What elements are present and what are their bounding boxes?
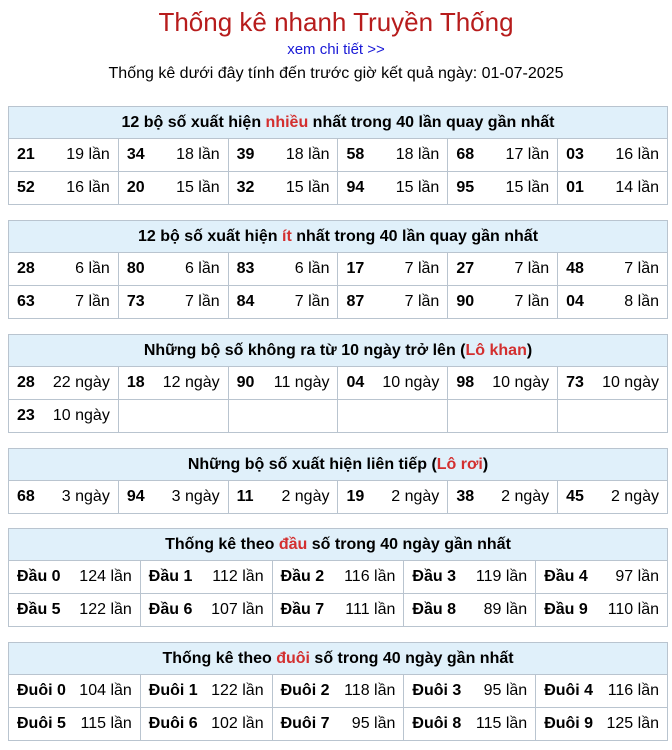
section-title-highlight: Lô khan [465,341,527,359]
lottery-number: 11 [236,488,254,505]
occurrence-count: 2 ngày [501,488,550,505]
section-title-text: nhất trong 40 lần quay gần nhất [291,227,539,245]
occurrence-count: 10 ngày [52,407,110,424]
section-title [9,221,668,253]
stat-cell [140,675,272,708]
table-row [9,139,668,172]
lottery-number: 38 [456,488,475,505]
stat-cell [448,172,558,205]
digit-label: Đuôi 1 [148,682,198,699]
lottery-number: 18 [126,374,145,391]
stat-cell [9,286,119,319]
lottery-number: 83 [236,260,255,277]
occurrence-count: 15 lần [285,179,330,196]
section-title-highlight: đầu [278,535,308,553]
stat-cell [118,172,228,205]
stat-cell [338,481,448,514]
stat-cell [338,286,448,319]
lo-khan-table [8,334,668,433]
occurrence-count: 11 ngày [273,374,330,391]
digit-label: Đầu 6 [148,601,193,618]
table-row [9,286,668,319]
occurrence-count: 7 lần [514,260,550,277]
lottery-number: 87 [346,293,365,310]
lottery-number: 04 [346,374,365,391]
stat-cell [558,481,668,514]
occurrence-count: 15 lần [395,179,440,196]
stat-cell [228,286,338,319]
occurrence-count: 8 lần [624,293,659,310]
digit-label: Đầu 1 [148,568,193,585]
table-row [9,561,668,594]
tail-digit-table [8,642,668,741]
occurrence-count: 122 lần [79,601,132,618]
lottery-number: 19 [346,488,365,505]
stat-cell [448,139,558,172]
occurrence-count: 3 ngày [61,488,110,505]
occurrence-count: 95 lần [351,715,396,732]
occurrence-count: 3 ngày [171,488,220,505]
occurrence-count: 19 lần [66,146,110,163]
stat-cell [404,708,536,741]
stat-cell [448,253,558,286]
stat-cell [9,172,119,205]
stat-cell [140,561,272,594]
section-title [9,643,668,675]
stat-cell [338,172,448,205]
least-frequent-table [8,220,668,319]
section-title [9,335,668,367]
occurrence-count: 97 lần [615,568,659,585]
section-title-highlight: Lô rơi [436,455,483,473]
stat-cell [536,708,668,741]
lottery-number: 94 [346,179,365,196]
stat-cell [118,253,228,286]
occurrence-count: 12 ngày [162,374,220,391]
digit-label: Đuôi 0 [17,682,66,699]
section-title-text: Thống kê theo [165,535,279,553]
lottery-number: 32 [236,179,255,196]
section-title-highlight: nhiều [265,113,309,131]
stat-cell [404,675,536,708]
digit-label: Đuôi 5 [17,715,66,732]
stat-cell [228,139,338,172]
occurrence-count: 6 lần [75,260,110,277]
page-title: Thống kê nhanh Truyền Thống [158,7,514,37]
stat-cell [228,367,338,400]
lottery-number: 39 [236,146,255,163]
digit-label: Đầu 5 [17,601,61,618]
stat-cell [448,400,558,433]
stat-cell [338,367,448,400]
stat-cell [9,594,141,627]
stat-cell [9,367,119,400]
page-subtitle: Thống kê dưới đây tính đến trước giờ kết quả ngày: 01-07-2025 [108,65,564,82]
lottery-number: 27 [456,260,475,277]
occurrence-count: 115 lần [80,715,132,732]
stat-cell [558,367,668,400]
lottery-number: 63 [17,293,35,310]
occurrence-count: 18 lần [395,146,440,163]
digit-label: Đầu 9 [544,601,588,618]
lottery-number: 68 [17,488,35,505]
stat-cell [404,594,536,627]
section-title-text: nhất trong 40 lần quay gần nhất [308,113,555,131]
stat-cell [404,561,536,594]
occurrence-count: 10 ngày [492,374,550,391]
page-header [0,0,672,85]
stat-cell [9,400,119,433]
table-row [9,253,668,286]
table-row [9,172,668,205]
lottery-number: 04 [566,293,584,310]
digit-label: Đuôi 7 [280,715,330,732]
occurrence-count: 17 lần [505,146,550,163]
digit-label: Đuôi 3 [412,682,462,699]
occurrence-count: 10 ngày [382,374,440,391]
section-title-text: Những bộ số không ra từ 10 ngày trở lên ( [143,341,466,359]
occurrence-count: 16 lần [615,146,659,163]
occurrence-count: 116 lần [607,682,659,699]
occurrence-count: 14 lần [615,179,659,196]
digit-label: Đuôi 2 [280,682,330,699]
stat-cell [228,400,338,433]
stat-cell [228,172,338,205]
stat-cell [272,561,404,594]
stat-cell [338,253,448,286]
section-title-text: số trong 40 ngày gần nhất [307,535,511,553]
lottery-number: 68 [456,146,475,163]
occurrence-count: 122 lần [211,682,264,699]
occurrence-count: 15 lần [176,179,220,196]
occurrence-count: 18 lần [285,146,330,163]
most-frequent-table [8,106,668,205]
stat-cell [558,172,668,205]
occurrence-count: 6 lần [294,260,330,277]
occurrence-count: 104 lần [79,682,132,699]
section-title-text: số trong 40 ngày gần nhất [309,649,514,667]
lottery-number: 90 [236,374,255,391]
section-title-highlight: đuôi [276,649,310,667]
occurrence-count: 15 lần [505,179,550,196]
stat-cell [118,139,228,172]
digit-label: Đuôi 9 [544,715,594,732]
stat-cell [140,594,272,627]
digit-label: Đuôi 6 [148,715,198,732]
lottery-number: 17 [346,260,365,277]
occurrence-count: 7 lần [404,293,440,310]
digit-label: Đầu 8 [412,601,456,618]
stat-cell [9,481,119,514]
occurrence-count: 95 lần [483,682,528,699]
lottery-number: 34 [126,146,145,163]
occurrence-count: 89 lần [483,601,528,618]
lottery-number: 52 [17,179,35,196]
lottery-number: 03 [566,146,584,163]
stat-cell [118,367,228,400]
occurrence-count: 10 ngày [602,374,659,391]
occurrence-count: 102 lần [211,715,264,732]
stat-cell [448,481,558,514]
section-title-text: ) [526,341,533,359]
section-title-text: Những bộ số xuất hiện liên tiếp ( [187,455,437,473]
section-title [9,449,668,481]
occurrence-count: 107 lần [211,601,264,618]
lottery-number: 21 [17,146,35,163]
occurrence-count: 7 lần [184,293,220,310]
stat-cell [448,286,558,319]
section-title [9,107,668,139]
lottery-number: 58 [346,146,365,163]
digit-label: Đầu 0 [17,568,61,585]
lottery-number: 98 [456,374,475,391]
lottery-number: 45 [566,488,584,505]
occurrence-count: 22 ngày [52,374,110,391]
digit-label: Đầu 2 [280,568,325,585]
stat-cell [228,253,338,286]
stat-cell [9,561,141,594]
table-row [9,481,668,514]
occurrence-count: 111 lần [345,601,396,618]
lottery-number: 48 [566,260,584,277]
lottery-number: 73 [566,374,584,391]
table-row [9,708,668,741]
occurrence-count: 7 lần [294,293,330,310]
occurrence-count: 124 lần [79,568,132,585]
digit-label: Đuôi 8 [412,715,462,732]
stat-cell [558,253,668,286]
stat-cell [338,139,448,172]
stat-cell [272,594,404,627]
stat-cell [9,708,141,741]
section-title-highlight: ít [282,227,292,245]
stat-cell [338,400,448,433]
occurrence-count: 119 lần [475,568,528,585]
occurrence-count: 7 lần [75,293,110,310]
section-title-text: 12 bộ số xuất hiện [137,227,282,245]
lottery-number: 95 [456,179,475,196]
stat-cell [558,139,668,172]
stat-cell [140,708,272,741]
stat-cell [272,675,404,708]
stat-cell [9,675,141,708]
stat-cell [536,594,668,627]
lottery-number: 28 [17,374,35,391]
digit-label: Đầu 7 [280,601,325,618]
occurrence-count: 2 ngày [281,488,330,505]
digit-label: Đầu 4 [544,568,588,585]
stat-cell [558,286,668,319]
occurrence-count: 2 ngày [610,488,659,505]
stat-cell [536,675,668,708]
stat-cell [558,400,668,433]
occurrence-count: 7 lần [514,293,550,310]
stat-cell [228,481,338,514]
stat-cell [448,367,558,400]
stat-cell [272,708,404,741]
table-row [9,675,668,708]
lottery-number: 20 [126,179,145,196]
section-title-text: Thống kê theo [162,649,277,667]
occurrence-count: 112 lần [212,568,264,585]
lottery-number: 84 [236,293,255,310]
lottery-number: 80 [126,260,145,277]
occurrence-count: 18 lần [176,146,220,163]
occurrence-count: 16 lần [66,179,110,196]
lottery-number: 90 [456,293,475,310]
lo-roi-table [8,448,668,514]
section-title [9,529,668,561]
occurrence-count: 2 ngày [391,488,440,505]
lottery-number: 23 [17,407,35,424]
digit-label: Đuôi 4 [544,682,594,699]
stat-cell [9,253,119,286]
stat-cell [536,561,668,594]
head-digit-table [8,528,668,627]
stat-cell [118,400,228,433]
occurrence-count: 7 lần [624,260,659,277]
section-title-text: 12 bộ số xuất hiện [121,113,266,131]
occurrence-count: 118 lần [344,682,396,699]
lottery-number: 01 [566,179,584,196]
occurrence-count: 7 lần [404,260,440,277]
lottery-number: 94 [126,488,145,505]
lottery-number: 28 [17,260,35,277]
occurrence-count: 125 lần [606,715,659,732]
digit-label: Đầu 3 [412,568,456,585]
table-row [9,367,668,400]
stat-cell [118,286,228,319]
occurrence-count: 115 lần [475,715,528,732]
section-title-text: ) [482,455,489,473]
stat-cell [9,139,119,172]
occurrence-count: 116 lần [344,568,396,585]
stat-cell [118,481,228,514]
table-row [9,594,668,627]
occurrence-count: 110 lần [607,601,659,618]
occurrence-count: 6 lần [184,260,220,277]
view-details-link[interactable]: xem chi tiết >> [287,41,385,58]
lottery-number: 73 [126,293,145,310]
table-row [9,400,668,433]
